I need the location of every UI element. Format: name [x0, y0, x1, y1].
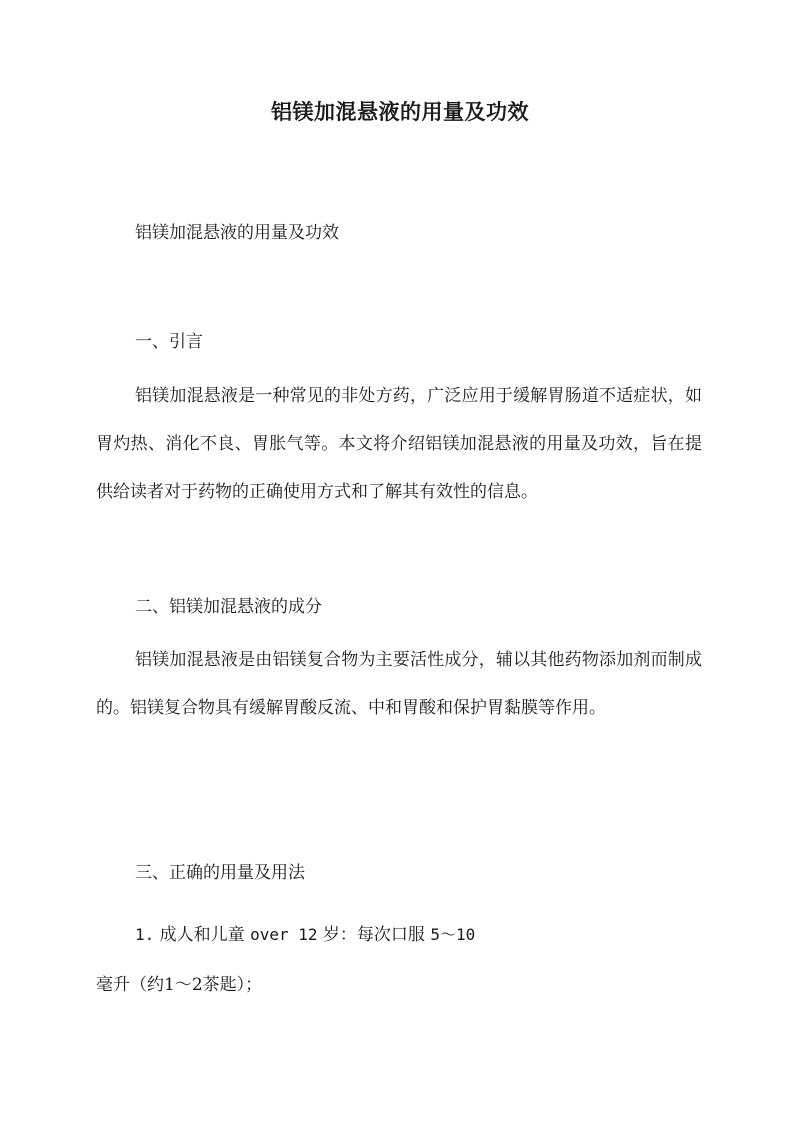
dosage-item-text-a: 成人和儿童 — [159, 925, 245, 945]
section-2-heading: 二、铝镁加混悬液的成分 — [135, 597, 322, 617]
section-1-heading: 一、引言 — [135, 332, 203, 352]
dosage-item-number: 1. — [135, 925, 155, 944]
document-title: 铝镁加混悬液的用量及功效 — [271, 99, 529, 124]
section-1-body: 铝镁加混悬液是一种常见的非处方药，广泛应用于缓解胃肠道不适症状，如胃灼热、消化不良、胃胀气等。本文将介绍铝镁加混悬液的用量及功效，旨在提供给读者对于药物的正确使用方式和了解其有效性的信息。 — [96, 386, 702, 502]
dosage-item-text-d: 5～10 — [430, 925, 476, 944]
dosage-item-1-continuation: 毫升（约1～2茶匙）； — [96, 975, 263, 995]
section-3-heading: 三、正确的用量及用法 — [135, 863, 305, 883]
dosage-item-text-b: over 12 — [250, 925, 318, 944]
section-2-body: 铝镁加混悬液是由铝镁复合物为主要活性成分，辅以其他药物添加剂而制成的。铝镁复合物具有缓解胃酸反流、中和胃酸和保护胃黏膜等作用。 — [96, 650, 702, 718]
dosage-item-1 — [135, 920, 475, 945]
dosage-item-text-c: 岁：每次口服 — [322, 925, 425, 945]
document-subtitle: 铝镁加混悬液的用量及功效 — [135, 223, 339, 243]
